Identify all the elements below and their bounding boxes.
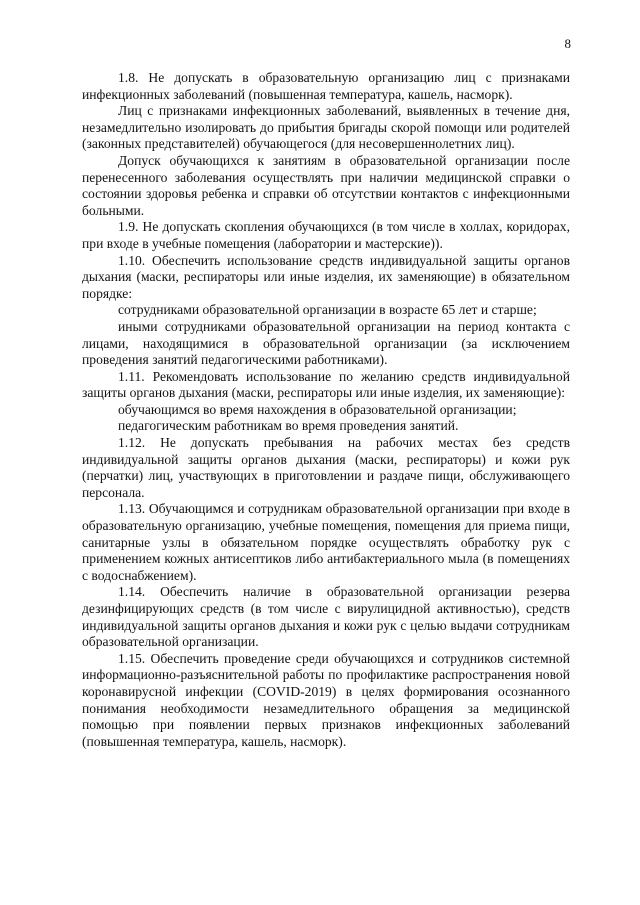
paragraph-isolation: Лиц с признаками инфекционных заболеваний, выявленных в течение дня, незамедлительно изолировать до прибытия бригады скорой помощи или родителей (законных представителей) обучающегося (для несовершеннолетних лиц). — [82, 103, 570, 152]
paragraph-1-15: 1.15. Обеспечить проведение среди обучающихся и сотрудников системной информационно-разъяснительной работы по профилактике распространения новой коронавирусной инфекции (COVID-2019) в целях формирования осознанного понимания необходимости незамедлительного обращения за медицинской помощью при появлении первых признаков инфекционных заболеваний (повышенная температура, кашель, насморк). — [82, 650, 570, 749]
paragraph-1-14: 1.14. Обеспечить наличие в образовательной организации резерва дезинфицирующих средств (в том числе с вирулицидной активностью), средств индивидуальной защиты органов дыхания и кожи рук с целью выдачи сотрудникам образовательной организации. — [82, 584, 570, 650]
paragraph-1-11: 1.11. Рекомендовать использование по желанию средств индивидуальной защиты органов дыхания (маски, респираторы или иные изделия, их заменяющие): — [82, 368, 570, 401]
paragraph-1-8: 1.8. Не допускать в образовательную организацию лиц с признаками инфекционных заболеваний (повышенная температура, кашель, насморк). — [82, 70, 570, 102]
paragraph-1-9: 1.9. Не допускать скопления обучающихся (в том числе в холлах, коридорах, при входе в учебные помещения (лаборатории и мастерские)). — [82, 219, 570, 251]
paragraph-1-12: 1.12. Не допускать пребывания на рабочих местах без средств индивидуальной защиты органов дыхания (маски, респираторы) и кожи рук (перчатки) лиц, участвующих в приготовлении и раздаче пищи, обслуживающего персонала. — [82, 435, 570, 500]
paragraph-other-staff: иными сотрудниками образовательной организации на период контакта с лицами, находящимися в образовательной организации (за исключением проведения занятий педагогическими работниками). — [82, 318, 570, 368]
paragraph-1-10: 1.10. Обеспечить использование средств индивидуальной защиты органов дыхания (маски, респираторы или иные изделия, их заменяющие) в обязательном порядке: — [82, 252, 570, 301]
paragraph-students: обучающимся во время нахождения в образовательной организации; — [118, 401, 517, 417]
paragraph-admission: Допуск обучающихся к занятиям в образовательной организации после перенесенного заболевания осуществлять при наличии медицинской справки о состоянии здоровья ребенка и справки об отсутствии контактов с инфекционными больными. — [82, 152, 570, 218]
paragraph-staff-65: сотрудниками образовательной организации в возрасте 65 лет и старше; — [118, 302, 537, 318]
page-number: 8 — [564, 36, 571, 51]
document-body — [82, 70, 570, 750]
paragraph-1-13: 1.13. Обучающимся и сотрудникам образовательной организации при входе в образовательную организацию, учебные помещения, помещения для приема пищи, санитарные узлы в обязательном порядке осуществлять обработку рук с применением кожных антисептиков либо антибактериального мыла (в помещениях с водоснабжением). — [82, 501, 570, 583]
paragraph-teachers: педагогическим работникам во время проведения занятий. — [118, 418, 459, 434]
